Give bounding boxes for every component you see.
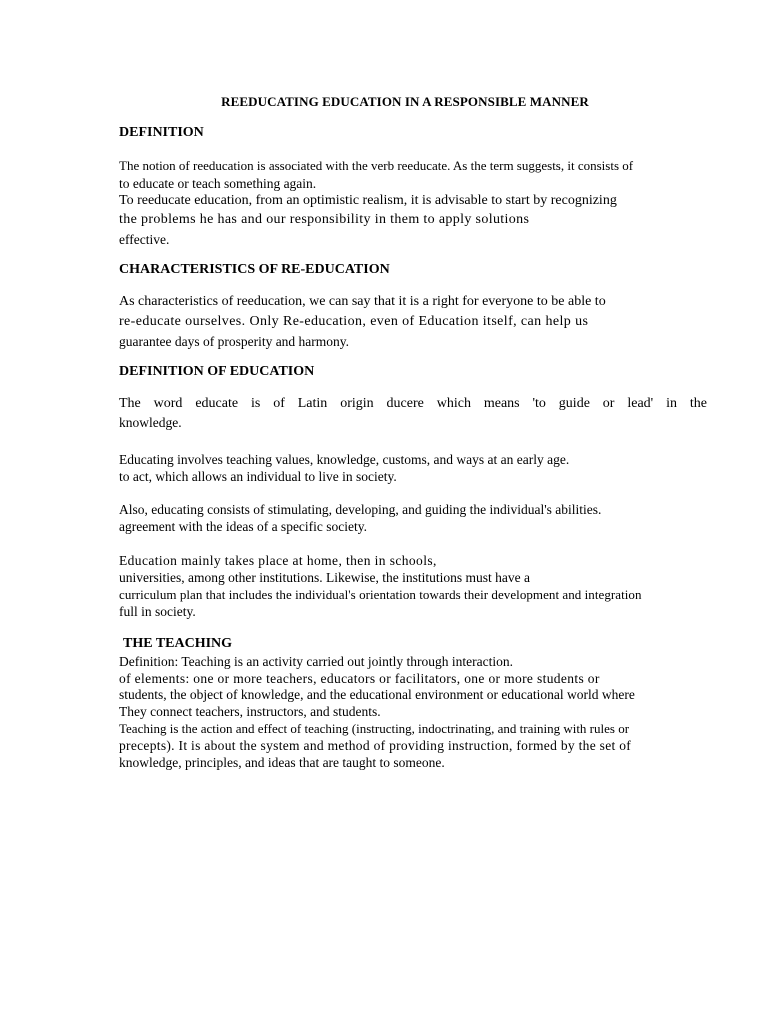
paragraph-line: precepts). It is about the system and method of providing instruction, formed by the set of xyxy=(119,738,632,753)
paragraph-line: As characteristics of reeducation, we can say that it is a right for everyone to be able to xyxy=(119,294,606,309)
paragraph-line: knowledge, principles, and ideas that are taught to someone. xyxy=(119,755,445,770)
paragraph-line: Education mainly takes place at home, then in schools, xyxy=(119,553,437,568)
paragraph-line: They connect teachers, instructors, and students. xyxy=(119,704,381,719)
paragraph-line: The notion of reeducation is associated with the verb reeducate. As the term suggests, it consists of xyxy=(119,158,634,173)
paragraph-line: universities, among other institutions. Likewise, the institutions must have a xyxy=(119,570,530,585)
paragraph-line: agreement with the ideas of a specific society. xyxy=(119,519,368,534)
paragraph-line: guarantee days of prosperity and harmony. xyxy=(119,334,350,349)
paragraph-line: Teaching is the action and effect of teaching (instructing, indoctrinating, and training with rules or xyxy=(119,721,630,736)
paragraph-line: effective. xyxy=(119,232,170,247)
paragraph-line: re-educate ourselves. Only Re-education, even of Education itself, can help us xyxy=(119,314,589,329)
paragraph-line: Also, educating consists of stimulating, developing, and guiding the individual's abilities. xyxy=(119,502,602,517)
heading-the-teaching: THE TEACHING xyxy=(123,636,233,651)
paragraph-line: full in society. xyxy=(119,604,196,619)
paragraph-line: Definition: Teaching is an activity carried out jointly through interaction. xyxy=(119,654,513,669)
paragraph-line: students, the object of knowledge, and the educational environment or educational world where xyxy=(119,687,635,702)
document-title: REEDUCATING EDUCATION IN A RESPONSIBLE MANNER xyxy=(221,94,589,109)
paragraph-line: to act, which allows an individual to live in society. xyxy=(119,469,397,484)
paragraph-line: to educate or teach something again. xyxy=(119,176,317,191)
paragraph-line: of elements: one or more teachers, educators or facilitators, one or more students or xyxy=(119,671,600,686)
heading-definition-of-education: DEFINITION OF EDUCATION xyxy=(119,364,315,379)
paragraph-line: To reeducate education, from an optimistic realism, it is advisable to start by recognizing xyxy=(119,193,617,208)
heading-characteristics: CHARACTERISTICS OF RE-EDUCATION xyxy=(119,262,390,277)
heading-definition: DEFINITION xyxy=(119,125,204,140)
paragraph-line: the problems he has and our responsibility in them to apply solutions xyxy=(119,212,530,227)
paragraph-line: The word educate is of Latin origin ducere which means 'to guide or lead' in the xyxy=(119,396,707,411)
paragraph-line: curriculum plan that includes the individual's orientation towards their development and integration xyxy=(119,587,642,602)
paragraph-line: Educating involves teaching values, knowledge, customs, and ways at an early age. xyxy=(119,452,570,467)
paragraph-line: knowledge. xyxy=(119,415,182,430)
